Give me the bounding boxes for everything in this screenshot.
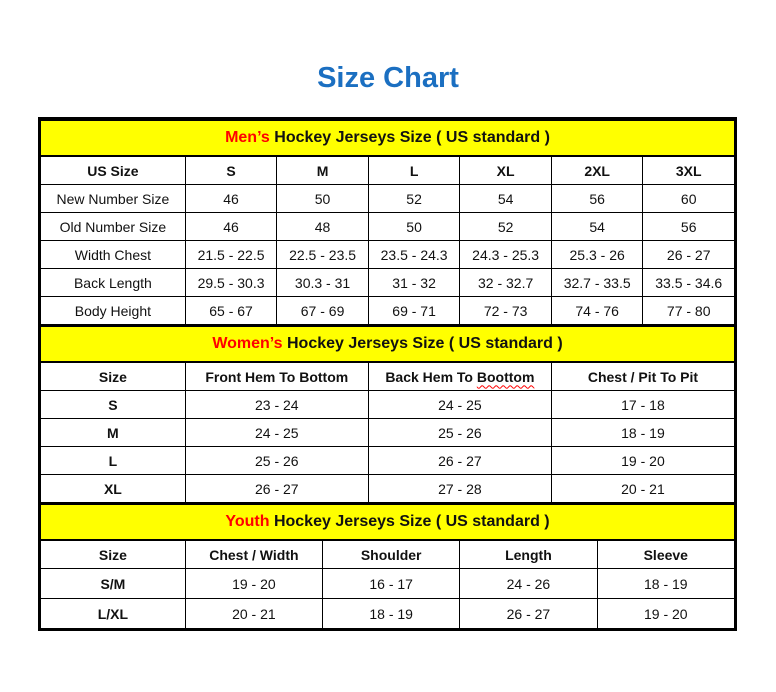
misspelled-word: Boottom [476, 368, 535, 385]
womens-size-table [40, 325, 735, 503]
column-header: Sleeve [597, 540, 734, 569]
table-row [41, 599, 735, 629]
size-value-cell: 19 - 20 [597, 599, 734, 629]
table-row [41, 213, 735, 241]
size-value-cell: 46 [185, 185, 277, 213]
size-value-cell: 52 [460, 213, 552, 241]
column-header: XL [460, 156, 552, 185]
size-value-cell: 25.3 - 26 [551, 241, 643, 269]
size-value-cell: 17 - 18 [551, 391, 734, 419]
column-header: Length [460, 540, 597, 569]
size-value-cell: 20 - 21 [551, 475, 734, 503]
table-row [41, 269, 735, 297]
row-label: S/M [41, 569, 186, 599]
mens-section-title: Men’s Hockey Jerseys Size ( US standard ) [41, 120, 735, 156]
youth-size-table [40, 503, 735, 629]
size-value-cell: 26 - 27 [643, 241, 735, 269]
size-value-cell: 29.5 - 30.3 [185, 269, 277, 297]
row-label: XL [41, 475, 186, 503]
size-value-cell: 26 - 27 [185, 475, 368, 503]
youth-section-accent: Youth [225, 513, 270, 530]
mens-section-band [41, 120, 735, 156]
column-header: L [368, 156, 460, 185]
column-header: S [185, 156, 277, 185]
size-value-cell: 54 [460, 185, 552, 213]
size-value-cell: 16 - 17 [323, 569, 460, 599]
column-header: Chest / Width [185, 540, 322, 569]
column-header: Back Hem To Boottom [368, 362, 551, 391]
row-label: Old Number Size [41, 213, 186, 241]
size-chart-container [38, 117, 737, 631]
womens-section-accent: Women’s [212, 335, 283, 352]
size-value-cell: 32.7 - 33.5 [551, 269, 643, 297]
column-header: Chest / Pit To Pit [551, 362, 734, 391]
column-header: M [277, 156, 369, 185]
size-value-cell: 46 [185, 213, 277, 241]
size-value-cell: 26 - 27 [368, 447, 551, 475]
size-value-cell: 24.3 - 25.3 [460, 241, 552, 269]
size-value-cell: 69 - 71 [368, 297, 460, 325]
table-row [41, 419, 735, 447]
size-chart-page [0, 62, 776, 631]
column-header: Size [41, 540, 186, 569]
table-row [41, 297, 735, 325]
youth-section-band [41, 504, 735, 540]
size-value-cell: 25 - 26 [185, 447, 368, 475]
size-value-cell: 24 - 25 [368, 391, 551, 419]
column-header: Size [41, 362, 186, 391]
column-header: Shoulder [323, 540, 460, 569]
table-row [41, 447, 735, 475]
size-value-cell: 30.3 - 31 [277, 269, 369, 297]
table-row [41, 475, 735, 503]
row-label: S [41, 391, 186, 419]
mens-header-row [41, 156, 735, 185]
size-value-cell: 77 - 80 [643, 297, 735, 325]
size-value-cell: 32 - 32.7 [460, 269, 552, 297]
row-label: L [41, 447, 186, 475]
row-label: Width Chest [41, 241, 186, 269]
mens-size-table [40, 119, 735, 325]
size-value-cell: 50 [277, 185, 369, 213]
column-header: US Size [41, 156, 186, 185]
row-label: M [41, 419, 186, 447]
size-value-cell: 22.5 - 23.5 [277, 241, 369, 269]
size-value-cell: 18 - 19 [323, 599, 460, 629]
size-value-cell: 19 - 20 [551, 447, 734, 475]
size-value-cell: 18 - 19 [597, 569, 734, 599]
mens-section-accent: Men’s [225, 129, 270, 146]
size-value-cell: 56 [643, 213, 735, 241]
size-value-cell: 72 - 73 [460, 297, 552, 325]
size-value-cell: 24 - 26 [460, 569, 597, 599]
size-value-cell: 67 - 69 [277, 297, 369, 325]
womens-header-row [41, 362, 735, 391]
womens-section-title: Women’s Hockey Jerseys Size ( US standard ) [41, 326, 735, 362]
size-value-cell: 20 - 21 [185, 599, 322, 629]
size-value-cell: 54 [551, 213, 643, 241]
womens-section-band [41, 326, 735, 362]
size-value-cell: 74 - 76 [551, 297, 643, 325]
table-row [41, 569, 735, 599]
youth-header-row [41, 540, 735, 569]
table-row [41, 391, 735, 419]
table-row [41, 241, 735, 269]
size-value-cell: 65 - 67 [185, 297, 277, 325]
size-value-cell: 56 [551, 185, 643, 213]
size-value-cell: 26 - 27 [460, 599, 597, 629]
column-header: 3XL [643, 156, 735, 185]
size-value-cell: 27 - 28 [368, 475, 551, 503]
size-value-cell: 31 - 32 [368, 269, 460, 297]
size-value-cell: 23 - 24 [185, 391, 368, 419]
column-header: 2XL [551, 156, 643, 185]
size-value-cell: 21.5 - 22.5 [185, 241, 277, 269]
page-title: Size Chart [317, 62, 459, 94]
table-row [41, 185, 735, 213]
size-value-cell: 33.5 - 34.6 [643, 269, 735, 297]
row-label: New Number Size [41, 185, 186, 213]
row-label: Back Length [41, 269, 186, 297]
row-label: L/XL [41, 599, 186, 629]
size-value-cell: 23.5 - 24.3 [368, 241, 460, 269]
youth-section-title: Youth Hockey Jerseys Size ( US standard ) [41, 504, 735, 540]
size-value-cell: 50 [368, 213, 460, 241]
size-value-cell: 25 - 26 [368, 419, 551, 447]
size-value-cell: 60 [643, 185, 735, 213]
size-value-cell: 18 - 19 [551, 419, 734, 447]
size-value-cell: 24 - 25 [185, 419, 368, 447]
size-value-cell: 52 [368, 185, 460, 213]
column-header: Front Hem To Bottom [185, 362, 368, 391]
size-value-cell: 48 [277, 213, 369, 241]
row-label: Body Height [41, 297, 186, 325]
size-value-cell: 19 - 20 [185, 569, 322, 599]
